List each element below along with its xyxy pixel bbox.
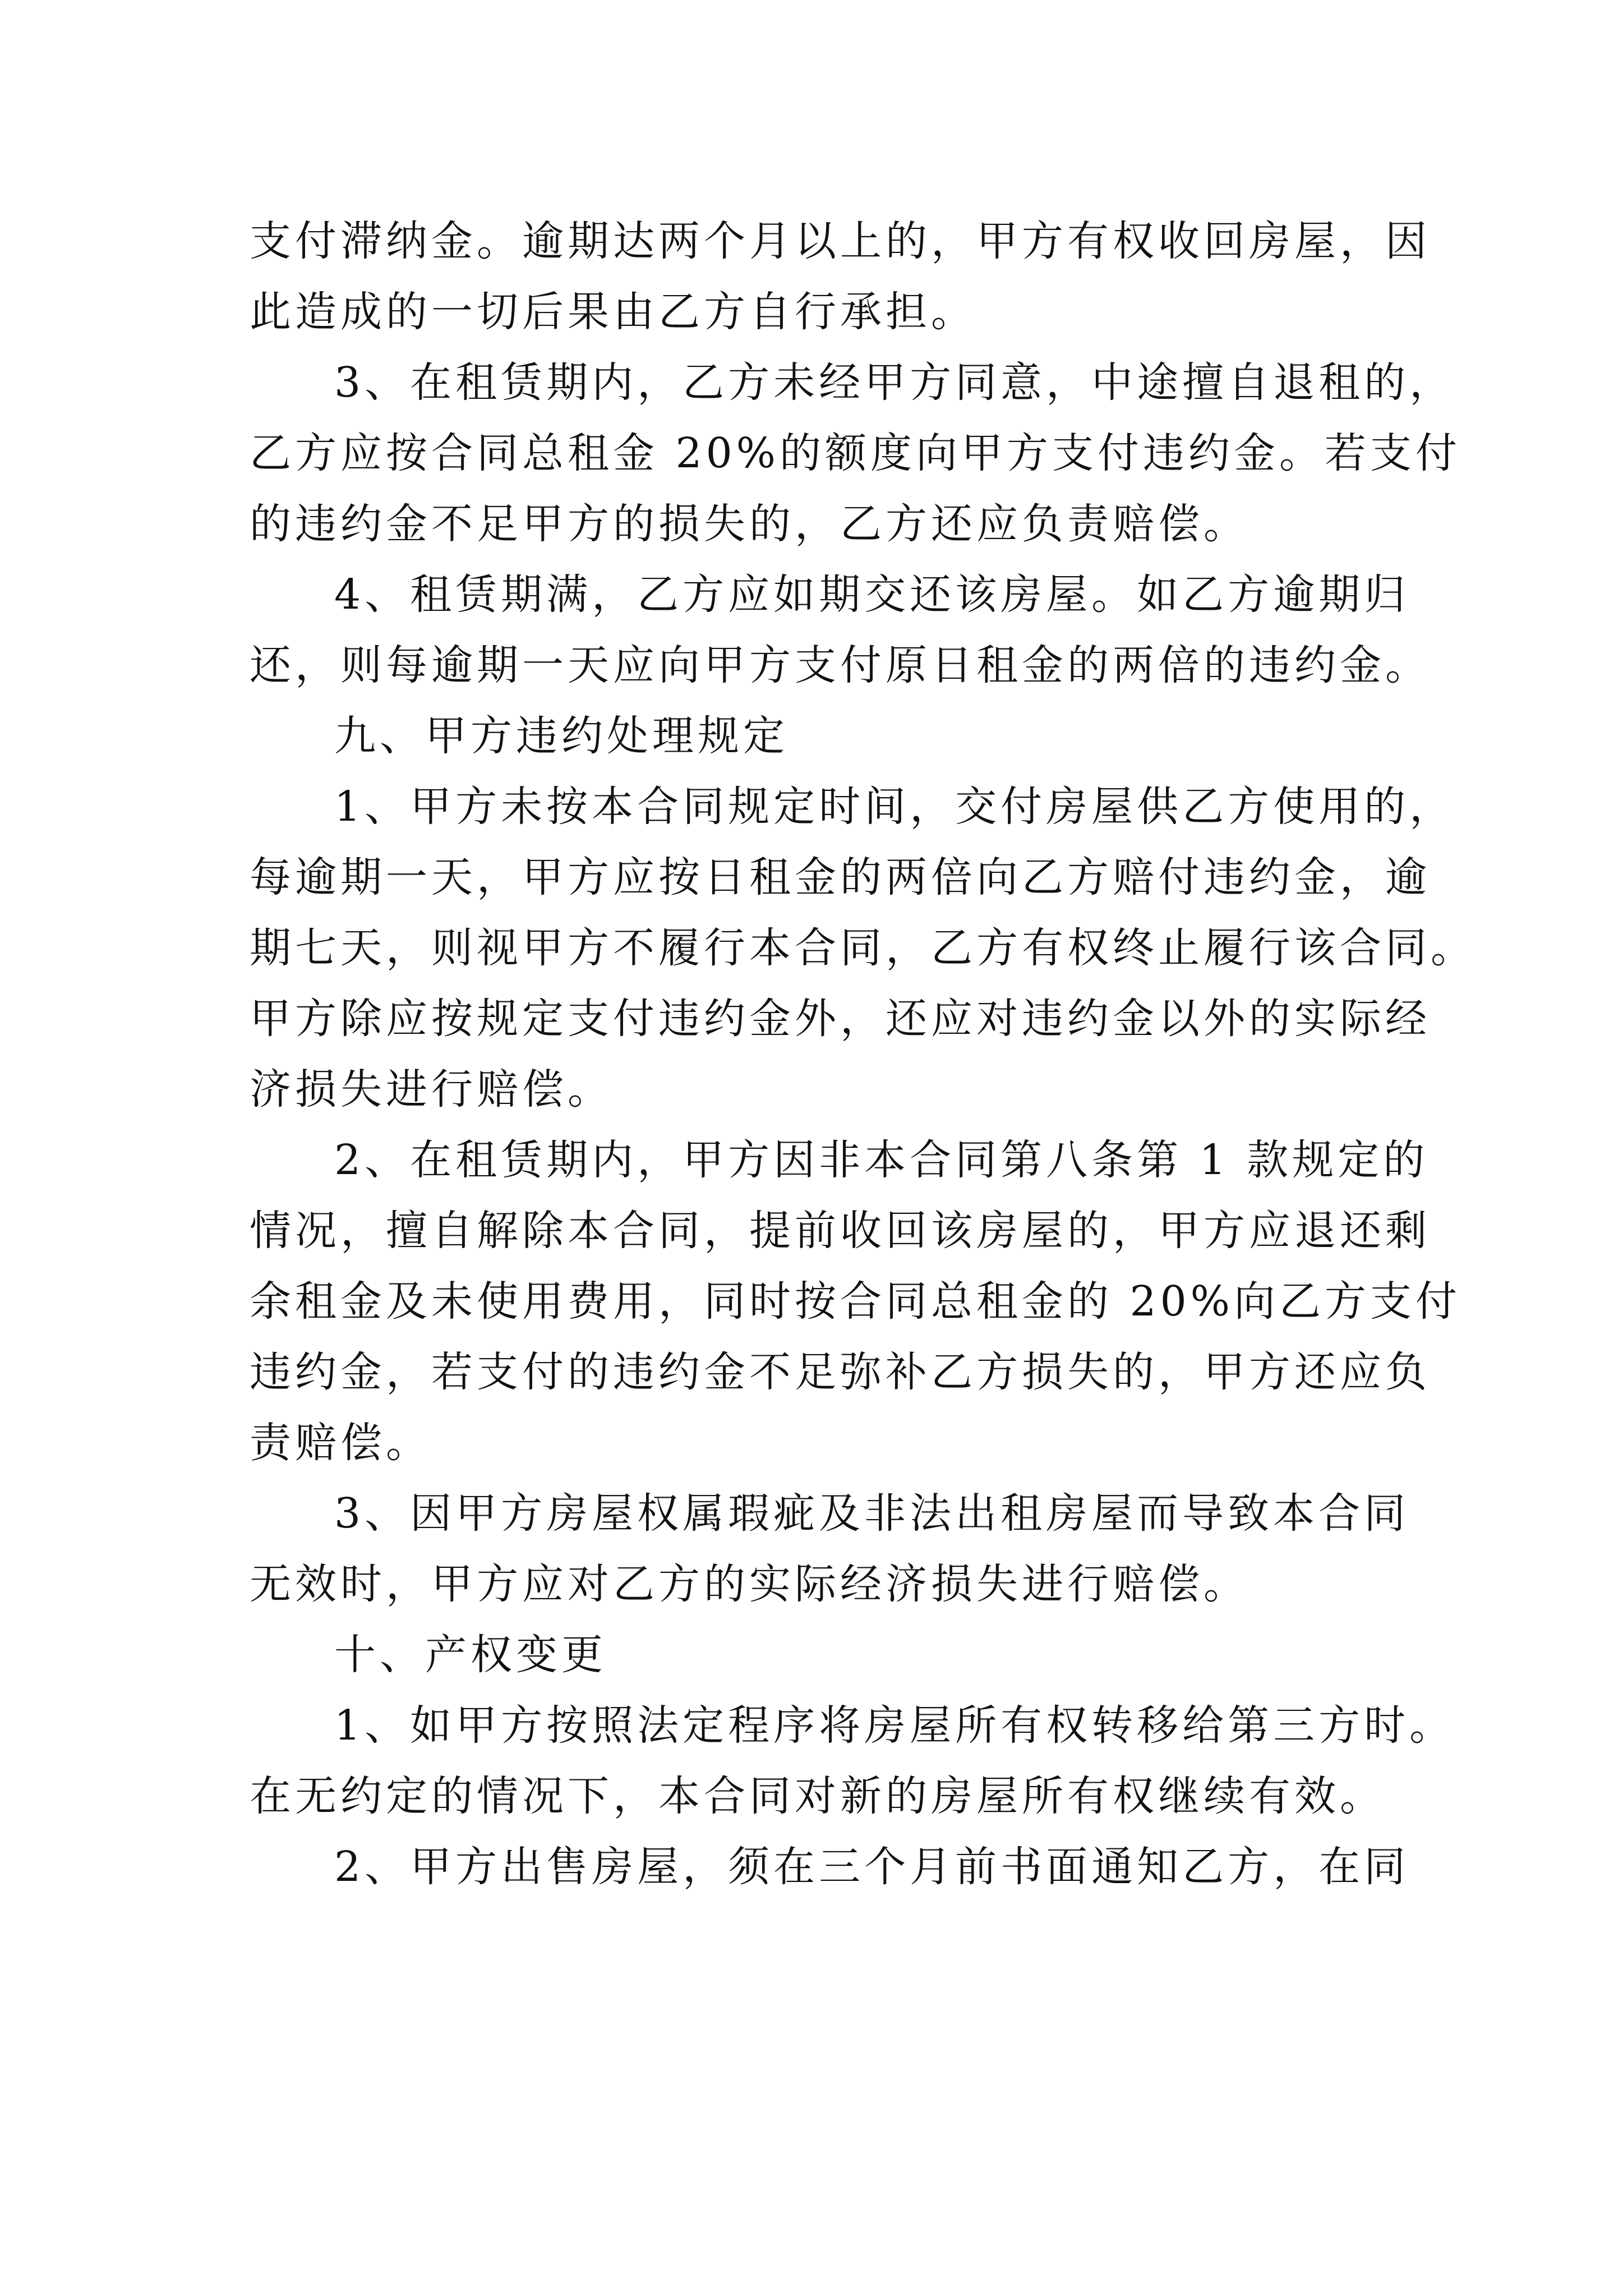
text-line: 2、甲方出售房屋，须在三个月前书面通知乙方，在同 (334, 1843, 1410, 1891)
text-line: 济损失进行赔偿。 (250, 1065, 613, 1114)
text-line: 责赔偿。 (250, 1419, 431, 1467)
text-line: 1、如甲方按照法定程序将房屋所有权转移给第三方时。 (334, 1701, 1455, 1750)
text-line: 4、租赁期满，乙方应如期交还该房屋。如乙方逾期归 (334, 570, 1410, 619)
text-line: 在无约定的情况下，本合同对新的房屋所有权继续有效。 (250, 1772, 1385, 1820)
section-heading: 十、产权变更 (334, 1631, 607, 1679)
text-line: 还，则每逾期一天应向甲方支付原日租金的两倍的违约金。 (250, 641, 1431, 689)
text-line: 的违约金不足甲方的损失的，乙方还应负责赔偿。 (250, 500, 1249, 548)
text-line: 支付滞纳金。逾期达两个月以上的，甲方有权收回房屋，因 (250, 217, 1431, 265)
text-line: 1、甲方未按本合同规定时间，交付房屋供乙方使用的， (334, 783, 1455, 831)
text-line: 乙方应按合同总租金 20%的额度向甲方支付违约金。若支付 (250, 429, 1461, 477)
text-line: 甲方除应按规定支付违约金外，还应对违约金以外的实际经 (250, 995, 1431, 1043)
text-line: 每逾期一天，甲方应按日租金的两倍向乙方赔付违约金，逾 (250, 853, 1431, 901)
text-line: 3、因甲方房屋权属瑕疵及非法出租房屋而导致本合同 (334, 1489, 1410, 1538)
text-line: 余租金及未使用费用，同时按合同总租金的 20%向乙方支付 (250, 1277, 1461, 1326)
text-line: 情况，擅自解除本合同，提前收回该房屋的，甲方应退还剩 (250, 1207, 1431, 1255)
text-line: 无效时，甲方应对乙方的实际经济损失进行赔偿。 (250, 1560, 1249, 1608)
text-line: 期七天，则视甲方不履行本合同，乙方有权终止履行该合同。 (250, 924, 1476, 972)
text-line: 3、在租赁期内，乙方未经甲方同意，中途擅自退租的， (334, 358, 1455, 407)
text-line: 此造成的一切后果由乙方自行承担。 (250, 288, 976, 336)
text-line: 违约金，若支付的违约金不足弥补乙方损失的，甲方还应负 (250, 1348, 1431, 1396)
text-line: 2、在租赁期内，甲方因非本合同第八条第 1 款规定的 (334, 1136, 1429, 1184)
section-heading: 九、甲方违约处理规定 (334, 712, 789, 760)
